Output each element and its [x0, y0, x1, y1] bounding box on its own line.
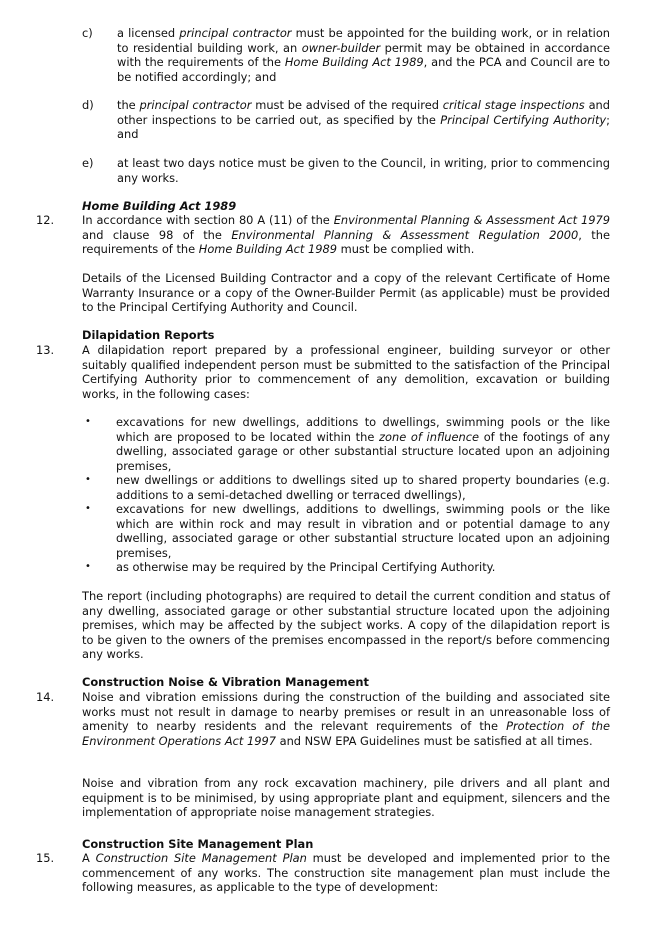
- italic-text: Principal Certifying Authority: [440, 112, 607, 127]
- text-run: as otherwise may be required by the Principal Certifying Authority.: [116, 560, 496, 574]
- paragraph: [82, 690, 610, 748]
- text-run: Noise and vibration emissions during the construction of the building and associated site works must not result in damage to nearby premises or result in an unreasonable loss of amenity to nearby residents and the relevant requirements of the: [82, 690, 610, 733]
- section-heading: Construction Noise & Vibration Management: [82, 675, 369, 689]
- text-run: and NSW EPA Guidelines must be satisfied at all times.: [275, 733, 593, 748]
- text-run: and other inspections to be carried out, as specified by the: [117, 98, 610, 127]
- bullet-glyph: •: [85, 416, 91, 427]
- text-run: new dwellings or additions to dwellings sited up to shared property boundaries (e.g. additions to a semi-detached dwelling or terraced dwellings),: [116, 473, 610, 502]
- text-run: the: [117, 98, 140, 112]
- section-heading: Construction Site Management Plan: [82, 837, 314, 851]
- item-text: [117, 156, 610, 185]
- italic-text: Home Building Act 1989: [284, 55, 424, 69]
- paragraph: The report (including photographs) are required to detail the current condition and status of any dwelling, associated garage or other substantial structure located upon the adjoining premises, which may be affected by the subject works. A copy of the dilapidation report is to be given to the owners of the premises encompassed in the report/s before commencing any works.: [82, 589, 610, 661]
- italic-text: owner-builder: [301, 40, 381, 55]
- text-run: of the footings of any dwelling, associated garage or other substantial structure located upon an adjoining premises,: [116, 429, 610, 473]
- bullet-text: [116, 502, 610, 560]
- italic-text: Home Building Act 1989: [198, 242, 337, 256]
- bullet-glyph: •: [85, 474, 91, 485]
- text-run: , and the PCA and Council are to be notified accordingly; and: [117, 55, 610, 84]
- text-run: permit may be obtained in accordance with the requirements of the: [117, 40, 610, 69]
- text-run: ; and: [117, 112, 611, 141]
- item-label: c): [82, 26, 93, 40]
- section-heading: Dilapidation Reports: [82, 328, 215, 342]
- paragraph: [82, 851, 610, 895]
- text-run: In accordance with section 80 A (11) of the: [82, 213, 334, 227]
- section-heading: Home Building Act 1989: [82, 199, 237, 213]
- item-label: d): [82, 98, 94, 112]
- list-item-c: [82, 26, 610, 84]
- item-label: e): [82, 156, 94, 170]
- text-run: , the requirements of the: [82, 227, 610, 256]
- item-text: [117, 98, 610, 142]
- text-run: must be complied with.: [336, 242, 475, 256]
- bullet-glyph: •: [85, 561, 91, 572]
- paragraph: Details of the Licensed Building Contractor and a copy of the relevant Certificate of Home Warranty Insurance or a copy of the Owner-Builder Permit (as applicable) must be provided to the Principal Certifying Authority and Council.: [82, 271, 610, 314]
- condition-number: 13.: [36, 343, 55, 357]
- text-run: must be developed and implemented prior to the commencement of any works. The construction site management plan must include the following measures, as applicable to the type of development:: [82, 851, 610, 894]
- text-run: and clause 98 of the: [82, 227, 232, 242]
- bullet-glyph: •: [85, 503, 91, 514]
- condition-number: 12.: [36, 213, 55, 227]
- italic-text: Environmental Planning & Assessment Regulation 2000: [231, 227, 579, 242]
- list-item-d: [82, 98, 610, 142]
- italic-text: principal contractor: [179, 26, 292, 40]
- bullet-text: [116, 560, 610, 575]
- bullet-text: [116, 415, 610, 473]
- text-run: excavations for new dwellings, additions to dwellings, swimming pools or the like which are proposed to be located within the: [116, 415, 610, 444]
- bullet-item: [82, 502, 610, 560]
- bullet-item: [82, 560, 610, 575]
- italic-text: critical stage inspections: [442, 98, 585, 112]
- bullet-text: [116, 473, 610, 502]
- bullet-item: [82, 473, 610, 502]
- text-run: at least two days notice must be given to the Council, in writing, prior to commencing any works.: [117, 156, 610, 185]
- text-run: A: [82, 851, 96, 865]
- text-run: a licensed: [117, 26, 180, 40]
- text-run: must be appointed for the building work, or in relation to residential building work, an: [117, 26, 611, 55]
- condition-number: 14.: [36, 690, 55, 704]
- italic-text: Environmental Planning & Assessment Act 1979: [333, 213, 610, 227]
- paragraph: Noise and vibration from any rock excavation machinery, pile drivers and all plant and equipment is to be minimised, by using appropriate plant and equipment, silencers and the implementation of appropriate noise management strategies.: [82, 776, 610, 819]
- text-run: must be advised of the required: [251, 98, 443, 112]
- condition-number: 15.: [36, 851, 55, 865]
- italic-text: principal contractor: [139, 98, 252, 112]
- paragraph: [82, 213, 610, 257]
- bullet-item: [82, 415, 610, 473]
- italic-text: Construction Site Management Plan: [95, 851, 307, 865]
- paragraph: A dilapidation report prepared by a professional engineer, building surveyor or other suitably qualified independent person must be submitted to the satisfaction of the Principal Certifying Authority prior to commencement of any demolition, excavation or building works, in the following cases:: [82, 343, 610, 401]
- italic-text: Protection of the Environment Operations Act 1997: [82, 719, 610, 748]
- list-item-e: [82, 156, 610, 185]
- italic-text: zone of influence: [379, 429, 480, 444]
- text-run: excavations for new dwellings, additions to dwellings, swimming pools or the like which are within rock and may result in vibration and or potential damage to any dwelling, associated garage or other substantial structure located upon an adjoining premises,: [116, 502, 610, 560]
- item-text: [117, 26, 610, 84]
